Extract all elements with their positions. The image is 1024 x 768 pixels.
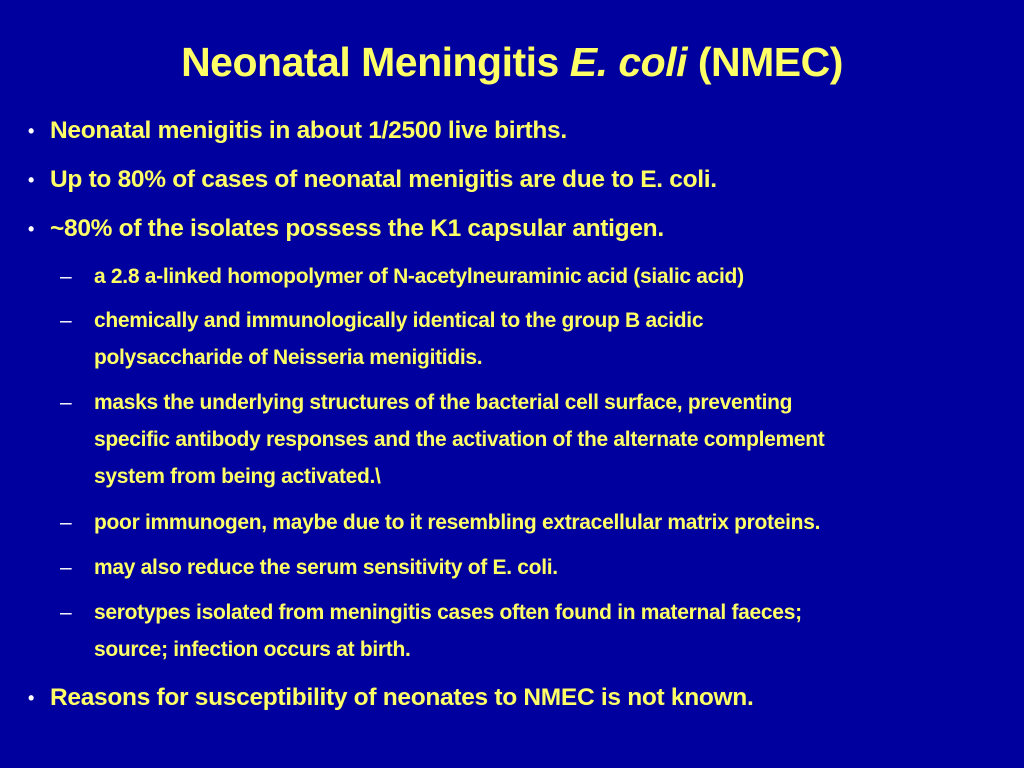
- title-prefix: Neonatal Meningitis: [181, 39, 570, 85]
- bullet-text: ~80% of the isolates possess the K1 capsular antigen.: [50, 215, 664, 242]
- sub-bullet-marker: –: [60, 601, 72, 624]
- sub-bullet-text: a 2.8 a-linked homopolymer of N-acetylneuraminic acid (sialic acid): [94, 265, 744, 288]
- title-italic: E. coli: [569, 39, 687, 85]
- sub-bullet-text: may also reduce the serum sensitivity of E. coli.: [94, 556, 558, 579]
- bullet-marker: •: [28, 219, 35, 239]
- sub-bullet-text: source; infection occurs at birth.: [94, 638, 411, 661]
- bullet-text: Up to 80% of cases of neonatal menigitis are due to E. coli.: [50, 166, 717, 193]
- bullet-marker: •: [28, 688, 35, 708]
- sub-bullet-marker: –: [60, 511, 72, 534]
- sub-bullet-marker: –: [60, 265, 72, 288]
- bullet-text: Neonatal menigitis in about 1/2500 live births.: [50, 117, 567, 144]
- sub-bullet-marker: –: [60, 309, 72, 332]
- sub-bullet-text: chemically and immunologically identical to the group B acidic: [94, 309, 704, 332]
- bullet-text: Reasons for susceptibility of neonates to NMEC is not known.: [50, 684, 754, 711]
- bullet-marker: •: [28, 121, 35, 141]
- sub-bullet-text: polysaccharide of Neisseria menigitidis.: [94, 346, 483, 369]
- sub-bullet-marker: –: [60, 391, 72, 414]
- sub-bullet-text: system from being activated.\: [94, 465, 381, 488]
- sub-bullet-text: serotypes isolated from meningitis cases often found in maternal faeces;: [94, 601, 802, 624]
- sub-bullet-marker: –: [60, 556, 72, 579]
- title-suffix: (NMEC): [687, 39, 843, 85]
- sub-bullet-text: specific antibody responses and the activation of the alternate complement: [94, 428, 825, 451]
- sub-bullet-text: poor immunogen, maybe due to it resembling extracellular matrix proteins.: [94, 511, 821, 534]
- sub-bullet-text: masks the underlying structures of the bacterial cell surface, preventing: [94, 391, 793, 414]
- bullet-marker: •: [28, 170, 35, 190]
